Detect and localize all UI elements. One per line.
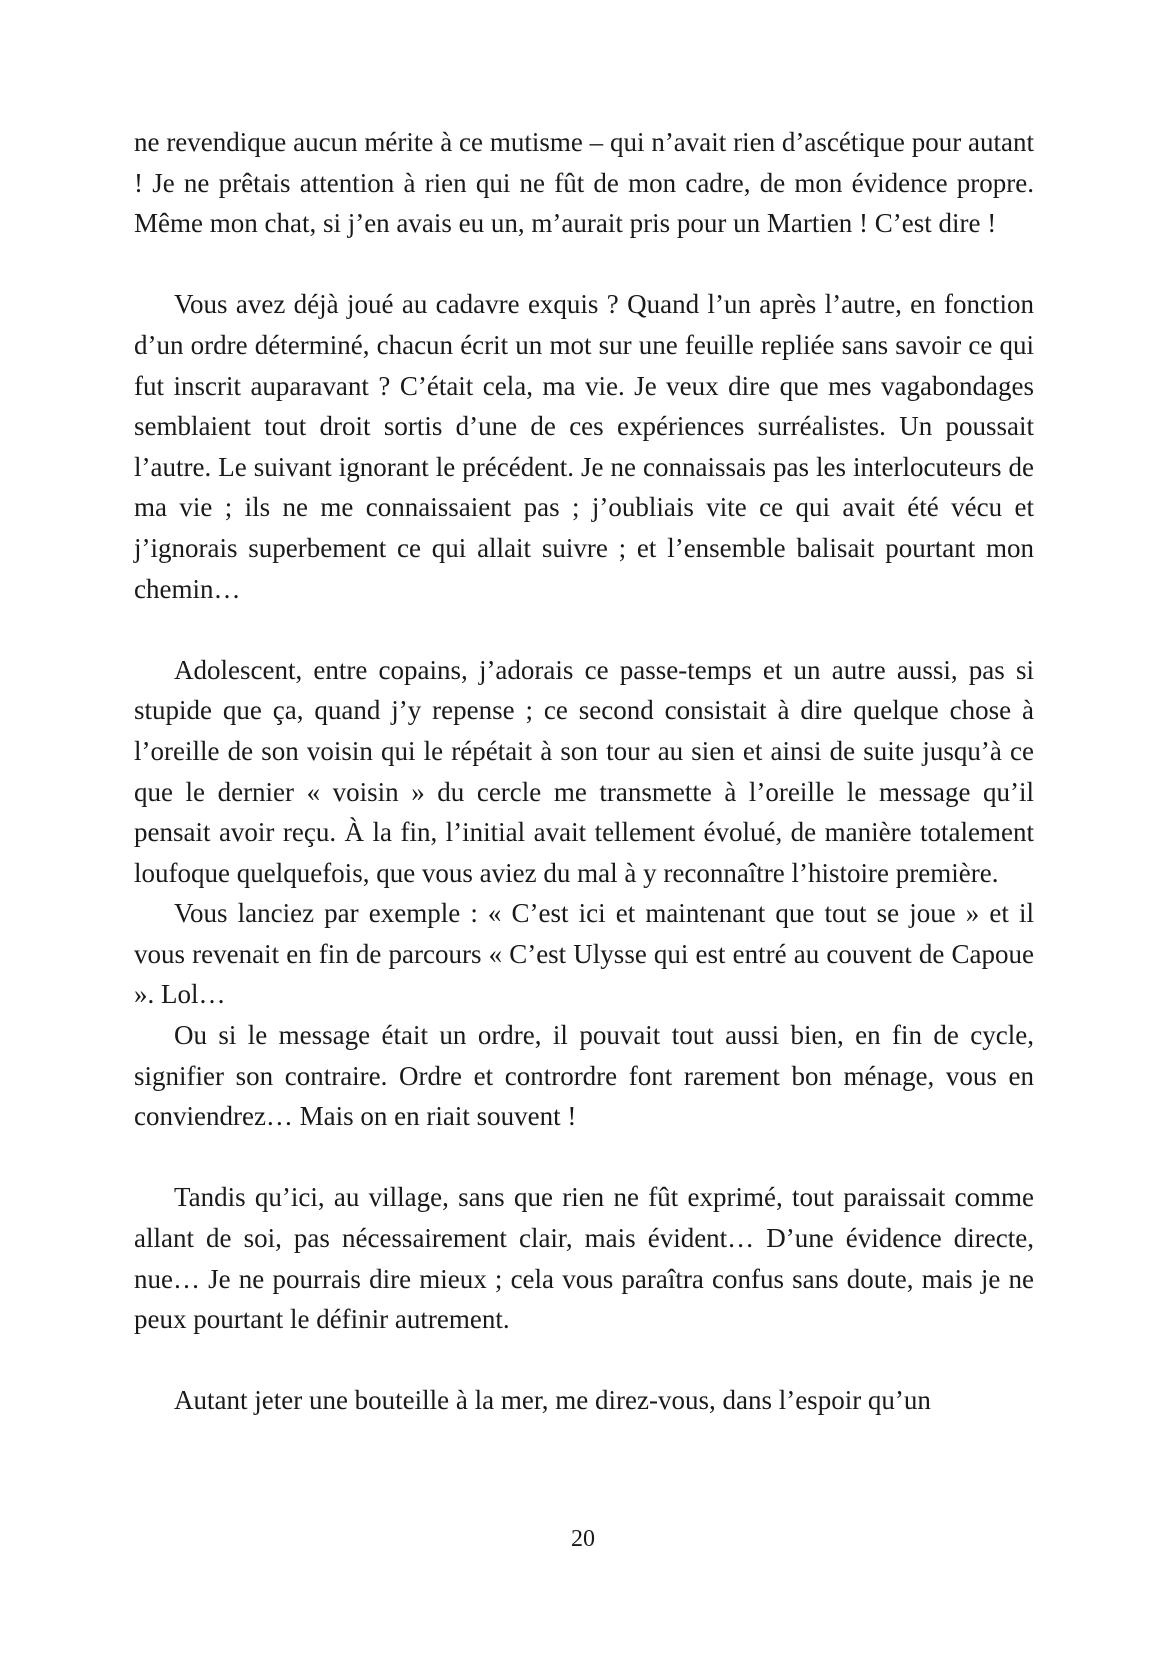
page-number: 20 — [571, 1526, 595, 1552]
paragraph-5: Ou si le message était un ordre, il pouvait tout aussi bien, en fin de cycle, signifier son contraire. Ordre et contrordre font rarement bon ménage, vous en conviendrez… Mais on en riait souvent ! — [134, 1020, 1034, 1132]
paragraph-3: Adolescent, entre copains, j’adorais ce passe-temps et un autre aussi, pas si stupide que ça, quand j’y repense ; ce second consistait à dire quelque chose à l’oreille de son voisin qui le répétait à son tour au sien et ainsi de suite jusqu’à ce que le dernier « voisin » du cercle me transmette à l’oreille le message qu’il pensait avoir reçu. À la fin, l’initial avait tellement évolué, de manière totalement loufoque quelquefois, que vous aviez du mal à y reconnaître l’histoire première. — [134, 654, 1034, 888]
paragraph-6: Tandis qu’ici, au village, sans que rien ne fût exprimé, tout paraissait comme allant de soi, pas nécessairement clair, mais évident… D’une évidence directe, nue… Je ne pourrais dire mieux ; cela vous paraîtra confus sans doute, mais je ne peux pourtant le définir autrement. — [134, 1182, 1034, 1335]
paragraph-7: Autant jeter une bouteille à la mer, me direz-vous, dans l’espoir qu’un — [174, 1385, 931, 1416]
page-body — [134, 122, 1034, 1421]
paragraph-4: Vous lanciez par exemple : « C’est ici et maintenant que tout se joue » et il vous revenait en fin de parcours « C’est Ulysse qui est entré au couvent de Capoue ». Lol… — [134, 898, 1034, 1010]
paragraph-1: ne revendique aucun mérite à ce mutisme – qui n’avait rien d’ascétique pour autant ! Je ne prêtais attention à rien qui ne fût de mon cadre, de mon évidence propre. Même mon chat, si j’en avais eu un, m’aurait pris pour un Martien ! C’est dire ! — [134, 127, 1034, 239]
paragraph-2: Vous avez déjà joué au cadavre exquis ? Quand l’un après l’autre, en fonction d’un ordre déterminé, chacun écrit un mot sur une feuille repliée sans savoir ce qui fut inscrit auparavant ? C’était cela, ma vie. Je veux dire que mes vagabondages semblaient tout droit sortis d’une de ces expériences surréalistes. Un poussait l’autre. Le suivant ignorant le précédent. Je ne connaissais pas les interlocuteurs de ma vie ; ils ne me connaissaient pas ; j’oubliais vite ce qui avait été vécu et j’ignorais superbement ce qui allait suivre ; et l’ensemble balisait pourtant mon chemin… — [134, 289, 1034, 604]
